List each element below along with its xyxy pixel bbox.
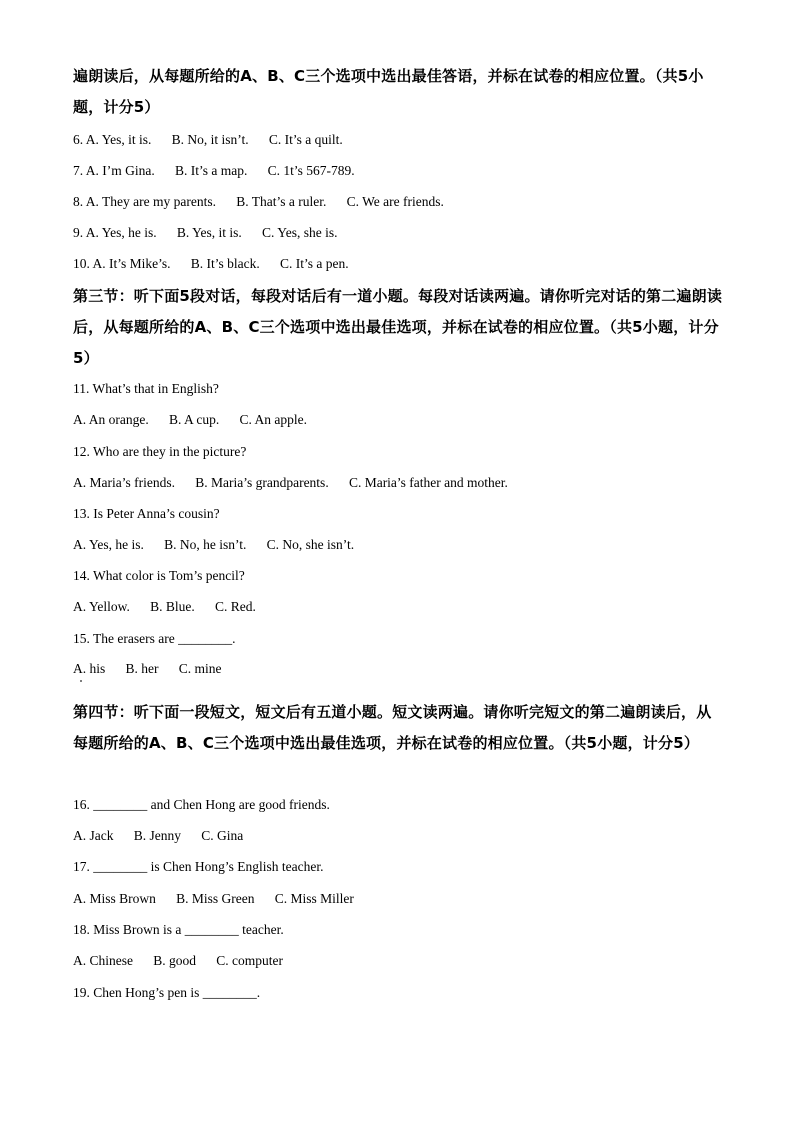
question-13-stem: 13. Is Peter Anna’s cousin? (73, 506, 220, 521)
question-17-stem: 17. ________ is Chen Hong’s English teacher. (73, 859, 324, 874)
question-6: 6. A. Yes, it is. B. No, it isn’t. C. It’s a quilt. (73, 132, 343, 147)
question-13-options: A. Yes, he is. B. No, he isn’t. C. No, she isn’t. (73, 537, 355, 552)
question-14-options: A. Yellow. B. Blue. C. Red. (73, 599, 256, 614)
question-11-stem: 11. What’s that in English? (73, 381, 219, 396)
section-3-heading: 第三节：听下面5段对话，每段对话后有一道小题。每段对话读两遍。请你听完对话的第二遍朗读后，从每题所给的A、B、C三个选项中选出最佳选项，并标在试卷的相应位置。（共5小题，计分5） (73, 287, 723, 367)
question-15-stem: 15. The erasers are ________. (73, 631, 236, 646)
question-16-stem: 16. ________ and Chen Hong are good friends. (73, 797, 330, 812)
question-16-options: A. Jack B. Jenny C. Gina (73, 828, 244, 843)
question-7: 7. A. I’m Gina. B. It’s a map. C. 1t’s 567-789. (73, 163, 355, 178)
question-12-stem: 12. Who are they in the picture? (73, 444, 247, 459)
question-14-stem: 14. What color is Tom’s pencil? (73, 568, 245, 583)
question-19-stem: 19. Chen Hong’s pen is ________. (73, 985, 261, 1000)
question-15-options: A. his B. her C. mine (73, 661, 222, 676)
section-2-instructions: 遍朗读后，从每题所给的A、B、C三个选项中选出最佳答语，并标在试卷的相应位置。（共5小题，计分5） (73, 67, 704, 116)
question-12-options: A. Maria’s friends. B. Maria’s grandparents. C. Maria’s father and mother. (73, 475, 508, 490)
question-17-options: A. Miss Brown B. Miss Green C. Miss Miller (73, 891, 354, 906)
stray-mark (80, 680, 82, 682)
question-18-stem: 18. Miss Brown is a ________ teacher. (73, 922, 284, 937)
question-9: 9. A. Yes, he is. B. Yes, it is. C. Yes, she is. (73, 225, 338, 240)
question-8: 8. A. They are my parents. B. That’s a ruler. C. We are friends. (73, 194, 444, 209)
question-10: 10. A. It’s Mike’s. B. It’s black. C. It’s a pen. (73, 256, 349, 271)
question-11-options: A. An orange. B. A cup. C. An apple. (73, 412, 307, 427)
section-4-heading: 第四节：听下面一段短文，短文后有五道小题。短文读两遍。请你听完短文的第二遍朗读后，从每题所给的A、B、C三个选项中选出最佳选项，并标在试卷的相应位置。（共5小题，计分5） (73, 703, 712, 752)
question-18-options: A. Chinese B. good C. computer (73, 953, 283, 968)
